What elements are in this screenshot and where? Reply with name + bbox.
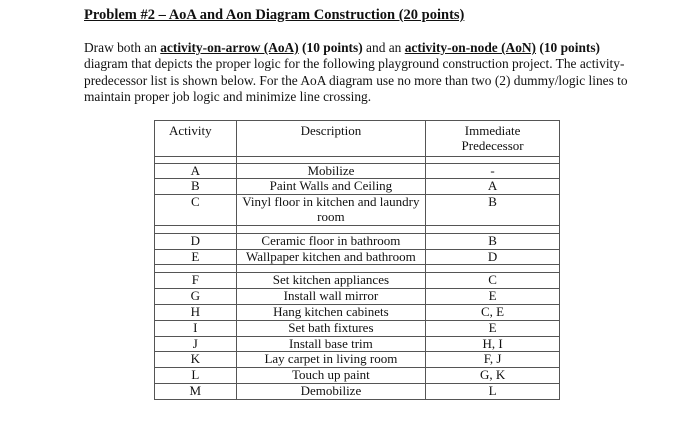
description-cell: Install base trim: [236, 336, 426, 352]
description-cell: Install wall mirror: [236, 289, 426, 305]
activity-predecessor-table: [154, 120, 560, 400]
predecessor-cell: E: [426, 289, 560, 305]
activity-cell: D: [155, 233, 237, 249]
description-cell: Mobilize: [236, 163, 426, 179]
table-row: [155, 273, 560, 289]
header-description: Description: [236, 121, 426, 157]
problem-title: Problem #2 – AoA and Aon Diagram Construction (20 points): [84, 7, 465, 23]
table-row: [155, 289, 560, 305]
table-row: [155, 336, 560, 352]
predecessor-cell: E: [426, 320, 560, 336]
intro-text-1: Draw both an: [84, 40, 161, 55]
predecessor-cell: D: [426, 249, 560, 265]
table-row: [155, 179, 560, 195]
table-row: [155, 163, 560, 179]
activity-cell: M: [155, 383, 237, 399]
header-predecessor-line1: Immediate: [464, 123, 521, 138]
predecessor-cell: B: [426, 233, 560, 249]
aoa-term: activity-on-arrow (AoA): [160, 40, 299, 55]
spacer-row: [155, 156, 560, 163]
description-cell: Lay carpet in living room: [236, 352, 426, 368]
table-row: [155, 233, 560, 249]
table-row: [155, 352, 560, 368]
activity-cell: H: [155, 304, 237, 320]
activity-cell: E: [155, 249, 237, 265]
description-cell: Paint Walls and Ceiling: [236, 179, 426, 195]
predecessor-cell: B: [426, 195, 560, 226]
activity-cell: F: [155, 273, 237, 289]
aon-points: (10 points): [536, 40, 601, 55]
predecessor-cell: G, K: [426, 368, 560, 384]
table-header-row: [155, 121, 560, 157]
intro-text-3: diagram that depicts the proper logic for the following playground construction project. The activity-predecessor list is shown below. For the AoA diagram use no more than two (2) dummy/logic lines to maintain proper job logic and minimize line crossing.: [84, 56, 628, 105]
description-cell: Ceramic floor in bathroom: [236, 233, 426, 249]
description-cell: Set bath fixtures: [236, 320, 426, 336]
predecessor-cell: A: [426, 179, 560, 195]
predecessor-cell: L: [426, 383, 560, 399]
activity-cell: K: [155, 352, 237, 368]
predecessor-cell: C: [426, 273, 560, 289]
activity-cell: C: [155, 195, 237, 226]
predecessor-cell: F, J: [426, 352, 560, 368]
aon-term: activity-on-node (AoN): [404, 40, 537, 55]
aoa-points: (10 points): [298, 40, 363, 55]
table-row: [155, 249, 560, 265]
description-cell: Set kitchen appliances: [236, 273, 426, 289]
table-row: [155, 368, 560, 384]
table-row: [155, 195, 560, 226]
instructions-paragraph: [84, 40, 644, 106]
description-cell: Vinyl floor in kitchen and laundry room: [236, 195, 426, 226]
activity-cell: A: [155, 163, 237, 179]
activity-cell: B: [155, 179, 237, 195]
activity-cell: L: [155, 368, 237, 384]
description-cell: Touch up paint: [236, 368, 426, 384]
intro-text-2: and an: [362, 40, 405, 55]
activity-cell: J: [155, 336, 237, 352]
activity-cell: G: [155, 289, 237, 305]
table-row: [155, 320, 560, 336]
header-predecessor: [426, 121, 560, 157]
table-row: [155, 304, 560, 320]
description-cell: Wallpaper kitchen and bathroom: [236, 249, 426, 265]
table-row: [155, 383, 560, 399]
predecessor-cell: H, I: [426, 336, 560, 352]
header-predecessor-line2: Predecessor: [461, 137, 524, 153]
activity-cell: I: [155, 320, 237, 336]
predecessor-cell: C, E: [426, 304, 560, 320]
predecessor-cell: -: [426, 163, 560, 179]
description-cell: Hang kitchen cabinets: [236, 304, 426, 320]
description-cell: Demobilize: [236, 383, 426, 399]
header-activity: Activity: [155, 121, 237, 157]
